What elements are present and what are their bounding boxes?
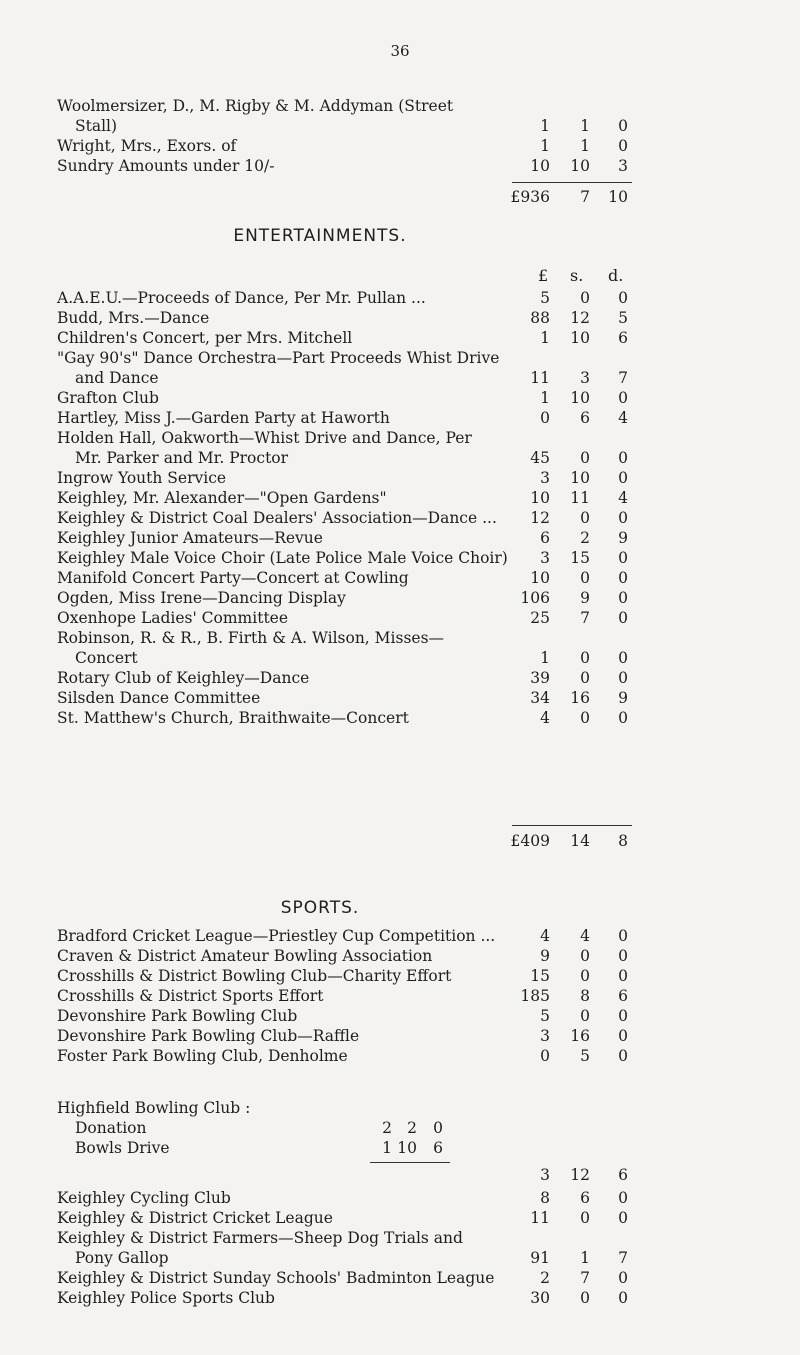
amount-pence: 4 <box>618 489 628 507</box>
amount-pounds: 6 <box>540 529 550 547</box>
amount-pence: 5 <box>618 309 628 327</box>
amount-pounds: 11 <box>530 369 550 387</box>
entry-description: Grafton Club <box>57 389 159 407</box>
total-shillings: 12 <box>570 1166 590 1184</box>
amount-pence: 3 <box>618 157 628 175</box>
amount-shillings: 9 <box>580 589 590 607</box>
amount-pence: 6 <box>618 329 628 347</box>
amount-pence: 0 <box>618 709 628 727</box>
entry-description: Robinson, R. & R., B. Firth & A. Wilson, Misses— <box>57 629 445 647</box>
entry-description: Keighley Cycling Club <box>57 1189 231 1207</box>
amount-pence: 0 <box>618 117 628 135</box>
amount-pounds: 10 <box>530 157 550 175</box>
amount-shillings: 7 <box>580 609 590 627</box>
entry-description: Keighley Police Sports Club <box>57 1289 275 1307</box>
amount-pence: 0 <box>618 1289 628 1307</box>
amount-pounds: 0 <box>540 409 550 427</box>
list-item <box>0 154 800 178</box>
entry-description: A.A.E.U.—Proceeds of Dance, Per Mr. Pullan ... <box>57 289 426 307</box>
total-pounds: 3 <box>540 1166 550 1184</box>
column-shillings-header: s. <box>570 266 584 285</box>
amount-pounds: 5 <box>540 289 550 307</box>
amount-pence: 0 <box>618 669 628 687</box>
amount-shillings: 0 <box>580 509 590 527</box>
entry-description: Budd, Mrs.—Dance <box>57 309 210 327</box>
column-pence-header: d. <box>608 266 624 285</box>
total-pounds: £409 <box>510 832 550 850</box>
entry-description-cont: Stall) <box>75 117 118 135</box>
amount-shillings: 5 <box>580 1047 590 1065</box>
amount-pounds: 45 <box>530 449 550 467</box>
entry-description: Holden Hall, Oakworth—Whist Drive and Dance, Per <box>57 429 472 447</box>
amount-pounds: 9 <box>540 947 550 965</box>
amount-pence: 0 <box>618 389 628 407</box>
entry-description: Keighley, Mr. Alexander—"Open Gardens" <box>57 489 387 507</box>
entry-description: Rotary Club of Keighley—Dance <box>57 669 310 687</box>
amount-shillings: 1 <box>580 117 590 135</box>
amount-shillings: 0 <box>580 967 590 985</box>
amount-pence: 0 <box>618 569 628 587</box>
entry-description: Crosshills & District Sports Effort <box>57 987 324 1005</box>
entry-description: Mr. Parker and Mr. Proctor <box>75 449 289 467</box>
amount-pounds: 3 <box>540 1027 550 1045</box>
sub-amount-pounds: 1 <box>382 1139 392 1157</box>
amount-pence: 7 <box>618 369 628 387</box>
highfield-entry <box>0 1096 800 1160</box>
amount-pence: 7 <box>618 1249 628 1267</box>
amount-shillings: 11 <box>570 489 590 507</box>
amount-shillings: 0 <box>580 947 590 965</box>
amount-pence: 0 <box>618 1189 628 1207</box>
amount-pounds: 0 <box>540 1047 550 1065</box>
amount-pounds: 185 <box>520 987 550 1005</box>
amount-pounds: 1 <box>540 117 550 135</box>
entry-description: Oxenhope Ladies' Committee <box>57 609 289 627</box>
entry-description: St. Matthew's Church, Braithwaite—Concert <box>57 709 409 727</box>
amount-shillings: 0 <box>580 289 590 307</box>
amount-pence: 0 <box>618 1007 628 1025</box>
entry-description: Devonshire Park Bowling Club <box>57 1007 298 1025</box>
sports-heading: SPORTS. <box>280 898 360 918</box>
entry-description: Manifold Concert Party—Concert at Cowling <box>57 569 409 587</box>
amount-pounds: 88 <box>530 309 550 327</box>
amount-shillings: 16 <box>570 689 590 707</box>
total-shillings: 14 <box>570 832 590 850</box>
top-entries <box>0 94 800 178</box>
sports-list-continued <box>0 1190 800 1310</box>
amount-pounds: 25 <box>530 609 550 627</box>
amount-pounds: 1 <box>540 329 550 347</box>
sports-list <box>0 928 800 1068</box>
amount-pence: 0 <box>618 1047 628 1065</box>
entry-description: Keighley Junior Amateurs—Revue <box>57 529 323 547</box>
amount-pounds: 1 <box>540 649 550 667</box>
entry-description: Ogden, Miss Irene—Dancing Display <box>57 589 346 607</box>
amount-pence: 0 <box>618 509 628 527</box>
entry-description: "Gay 90's" Dance Orchestra—Part Proceeds Whist Drive <box>57 349 500 367</box>
amount-pence: 9 <box>618 529 628 547</box>
divider <box>370 1162 450 1163</box>
amount-pence: 0 <box>618 1027 628 1045</box>
entertainments-list <box>0 290 800 730</box>
entry-description: Foster Park Bowling Club, Denholme <box>57 1047 348 1065</box>
amount-pounds: 2 <box>540 1269 550 1287</box>
amount-pence: 0 <box>618 469 628 487</box>
entry-description: Ingrow Youth Service <box>57 469 227 487</box>
amount-shillings: 10 <box>570 389 590 407</box>
entry-description: Hartley, Miss J.—Garden Party at Haworth <box>57 409 390 427</box>
amount-pounds: 1 <box>540 389 550 407</box>
amount-pence: 0 <box>618 1209 628 1227</box>
divider <box>512 825 632 826</box>
entry-description: Crosshills & District Bowling Club—Charity Effort <box>57 967 452 985</box>
amount-pounds: 8 <box>540 1189 550 1207</box>
amount-pounds: 5 <box>540 1007 550 1025</box>
amount-pence: 0 <box>618 609 628 627</box>
amount-shillings: 0 <box>580 1289 590 1307</box>
total-pence: 6 <box>618 1166 628 1184</box>
sub-amount-pounds: 2 <box>382 1119 392 1137</box>
entry-description: Keighley & District Coal Dealers' Association—Dance ... <box>57 509 497 527</box>
amount-pence: 0 <box>618 589 628 607</box>
amount-shillings: 7 <box>580 1269 590 1287</box>
amount-pounds: 4 <box>540 927 550 945</box>
amount-pounds: 3 <box>540 469 550 487</box>
entry-description: Keighley & District Sunday Schools' Badminton League <box>57 1269 495 1287</box>
amount-shillings: 15 <box>570 549 590 567</box>
amount-shillings: 10 <box>570 329 590 347</box>
list-item <box>0 706 800 730</box>
amount-pence: 6 <box>618 987 628 1005</box>
amount-pence: 0 <box>618 1269 628 1287</box>
entry-description: Craven & District Amateur Bowling Association <box>57 947 433 965</box>
entry-description: Wright, Mrs., Exors. of <box>57 137 237 155</box>
amount-pounds: 15 <box>530 967 550 985</box>
amount-pounds: 91 <box>530 1249 550 1267</box>
amount-shillings: 0 <box>580 709 590 727</box>
total-pounds: £936 <box>510 188 550 206</box>
entry-description: Keighley & District Cricket League <box>57 1209 333 1227</box>
list-item <box>0 1044 800 1068</box>
entry-description: Children's Concert, per Mrs. Mitchell <box>57 329 353 347</box>
page-number: 36 <box>390 42 410 60</box>
sub-amount-shillings: 10 <box>397 1139 417 1157</box>
total-pence: 10 <box>608 188 628 206</box>
sub-item <box>0 1136 800 1160</box>
amount-shillings: 0 <box>580 1007 590 1025</box>
column-pounds-header: £ <box>538 266 549 285</box>
amount-pounds: 11 <box>530 1209 550 1227</box>
entertainments-heading: ENTERTAINMENTS. <box>233 226 407 246</box>
entry-description: Keighley & District Farmers—Sheep Dog Trials and <box>57 1229 463 1247</box>
amount-shillings: 3 <box>580 369 590 387</box>
amount-pence: 0 <box>618 289 628 307</box>
amount-pence: 0 <box>618 649 628 667</box>
entry-description: Pony Gallop <box>75 1249 169 1267</box>
amount-pence: 0 <box>618 449 628 467</box>
amount-shillings: 1 <box>580 1249 590 1267</box>
entry-description: Devonshire Park Bowling Club—Raffle <box>57 1027 360 1045</box>
amount-shillings: 10 <box>570 469 590 487</box>
amount-pounds: 10 <box>530 489 550 507</box>
sub-item-label: Bowls Drive <box>75 1139 170 1157</box>
amount-pounds: 12 <box>530 509 550 527</box>
entry-description: Sundry Amounts under 10/- <box>57 157 275 175</box>
amount-shillings: 0 <box>580 669 590 687</box>
amount-pence: 0 <box>618 947 628 965</box>
amount-pounds: 39 <box>530 669 550 687</box>
amount-pounds: 3 <box>540 549 550 567</box>
amount-pounds: 10 <box>530 569 550 587</box>
amount-pence: 0 <box>618 927 628 945</box>
amount-shillings: 12 <box>570 309 590 327</box>
entry-description: Silsden Dance Committee <box>57 689 261 707</box>
amount-pounds: 30 <box>530 1289 550 1307</box>
amount-shillings: 1 <box>580 137 590 155</box>
entry-description: Keighley Male Voice Choir (Late Police Male Voice Choir) <box>57 549 508 567</box>
total-shillings: 7 <box>580 188 590 206</box>
amount-pence: 4 <box>618 409 628 427</box>
entry-description: Bradford Cricket League—Priestley Cup Competition ... <box>57 927 496 945</box>
entry-description: Highfield Bowling Club : <box>57 1099 251 1117</box>
amount-pence: 0 <box>618 967 628 985</box>
amount-pounds: 4 <box>540 709 550 727</box>
amount-shillings: 0 <box>580 649 590 667</box>
amount-shillings: 8 <box>580 987 590 1005</box>
total-pence: 8 <box>618 832 628 850</box>
amount-pounds: 1 <box>540 137 550 155</box>
sub-amount-shillings: 2 <box>407 1119 417 1137</box>
amount-shillings: 4 <box>580 927 590 945</box>
list-item <box>0 1286 800 1310</box>
amount-shillings: 6 <box>580 1189 590 1207</box>
amount-shillings: 6 <box>580 409 590 427</box>
entry-description: Woolmersizer, D., M. Rigby & M. Addyman (Street <box>57 97 454 115</box>
amount-shillings: 0 <box>580 569 590 587</box>
sub-amount-pence: 0 <box>433 1119 443 1137</box>
amount-shillings: 2 <box>580 529 590 547</box>
entry-description: and Dance <box>75 369 159 387</box>
divider <box>512 182 632 183</box>
amount-shillings: 10 <box>570 157 590 175</box>
amount-pence: 0 <box>618 137 628 155</box>
amount-shillings: 0 <box>580 449 590 467</box>
amount-shillings: 16 <box>570 1027 590 1045</box>
amount-pence: 0 <box>618 549 628 567</box>
entry-description: Concert <box>75 649 138 667</box>
sub-item-label: Donation <box>75 1119 147 1137</box>
amount-pounds: 34 <box>530 689 550 707</box>
sub-amount-pence: 6 <box>433 1139 443 1157</box>
amount-pounds: 106 <box>520 589 550 607</box>
amount-shillings: 0 <box>580 1209 590 1227</box>
amount-pence: 9 <box>618 689 628 707</box>
